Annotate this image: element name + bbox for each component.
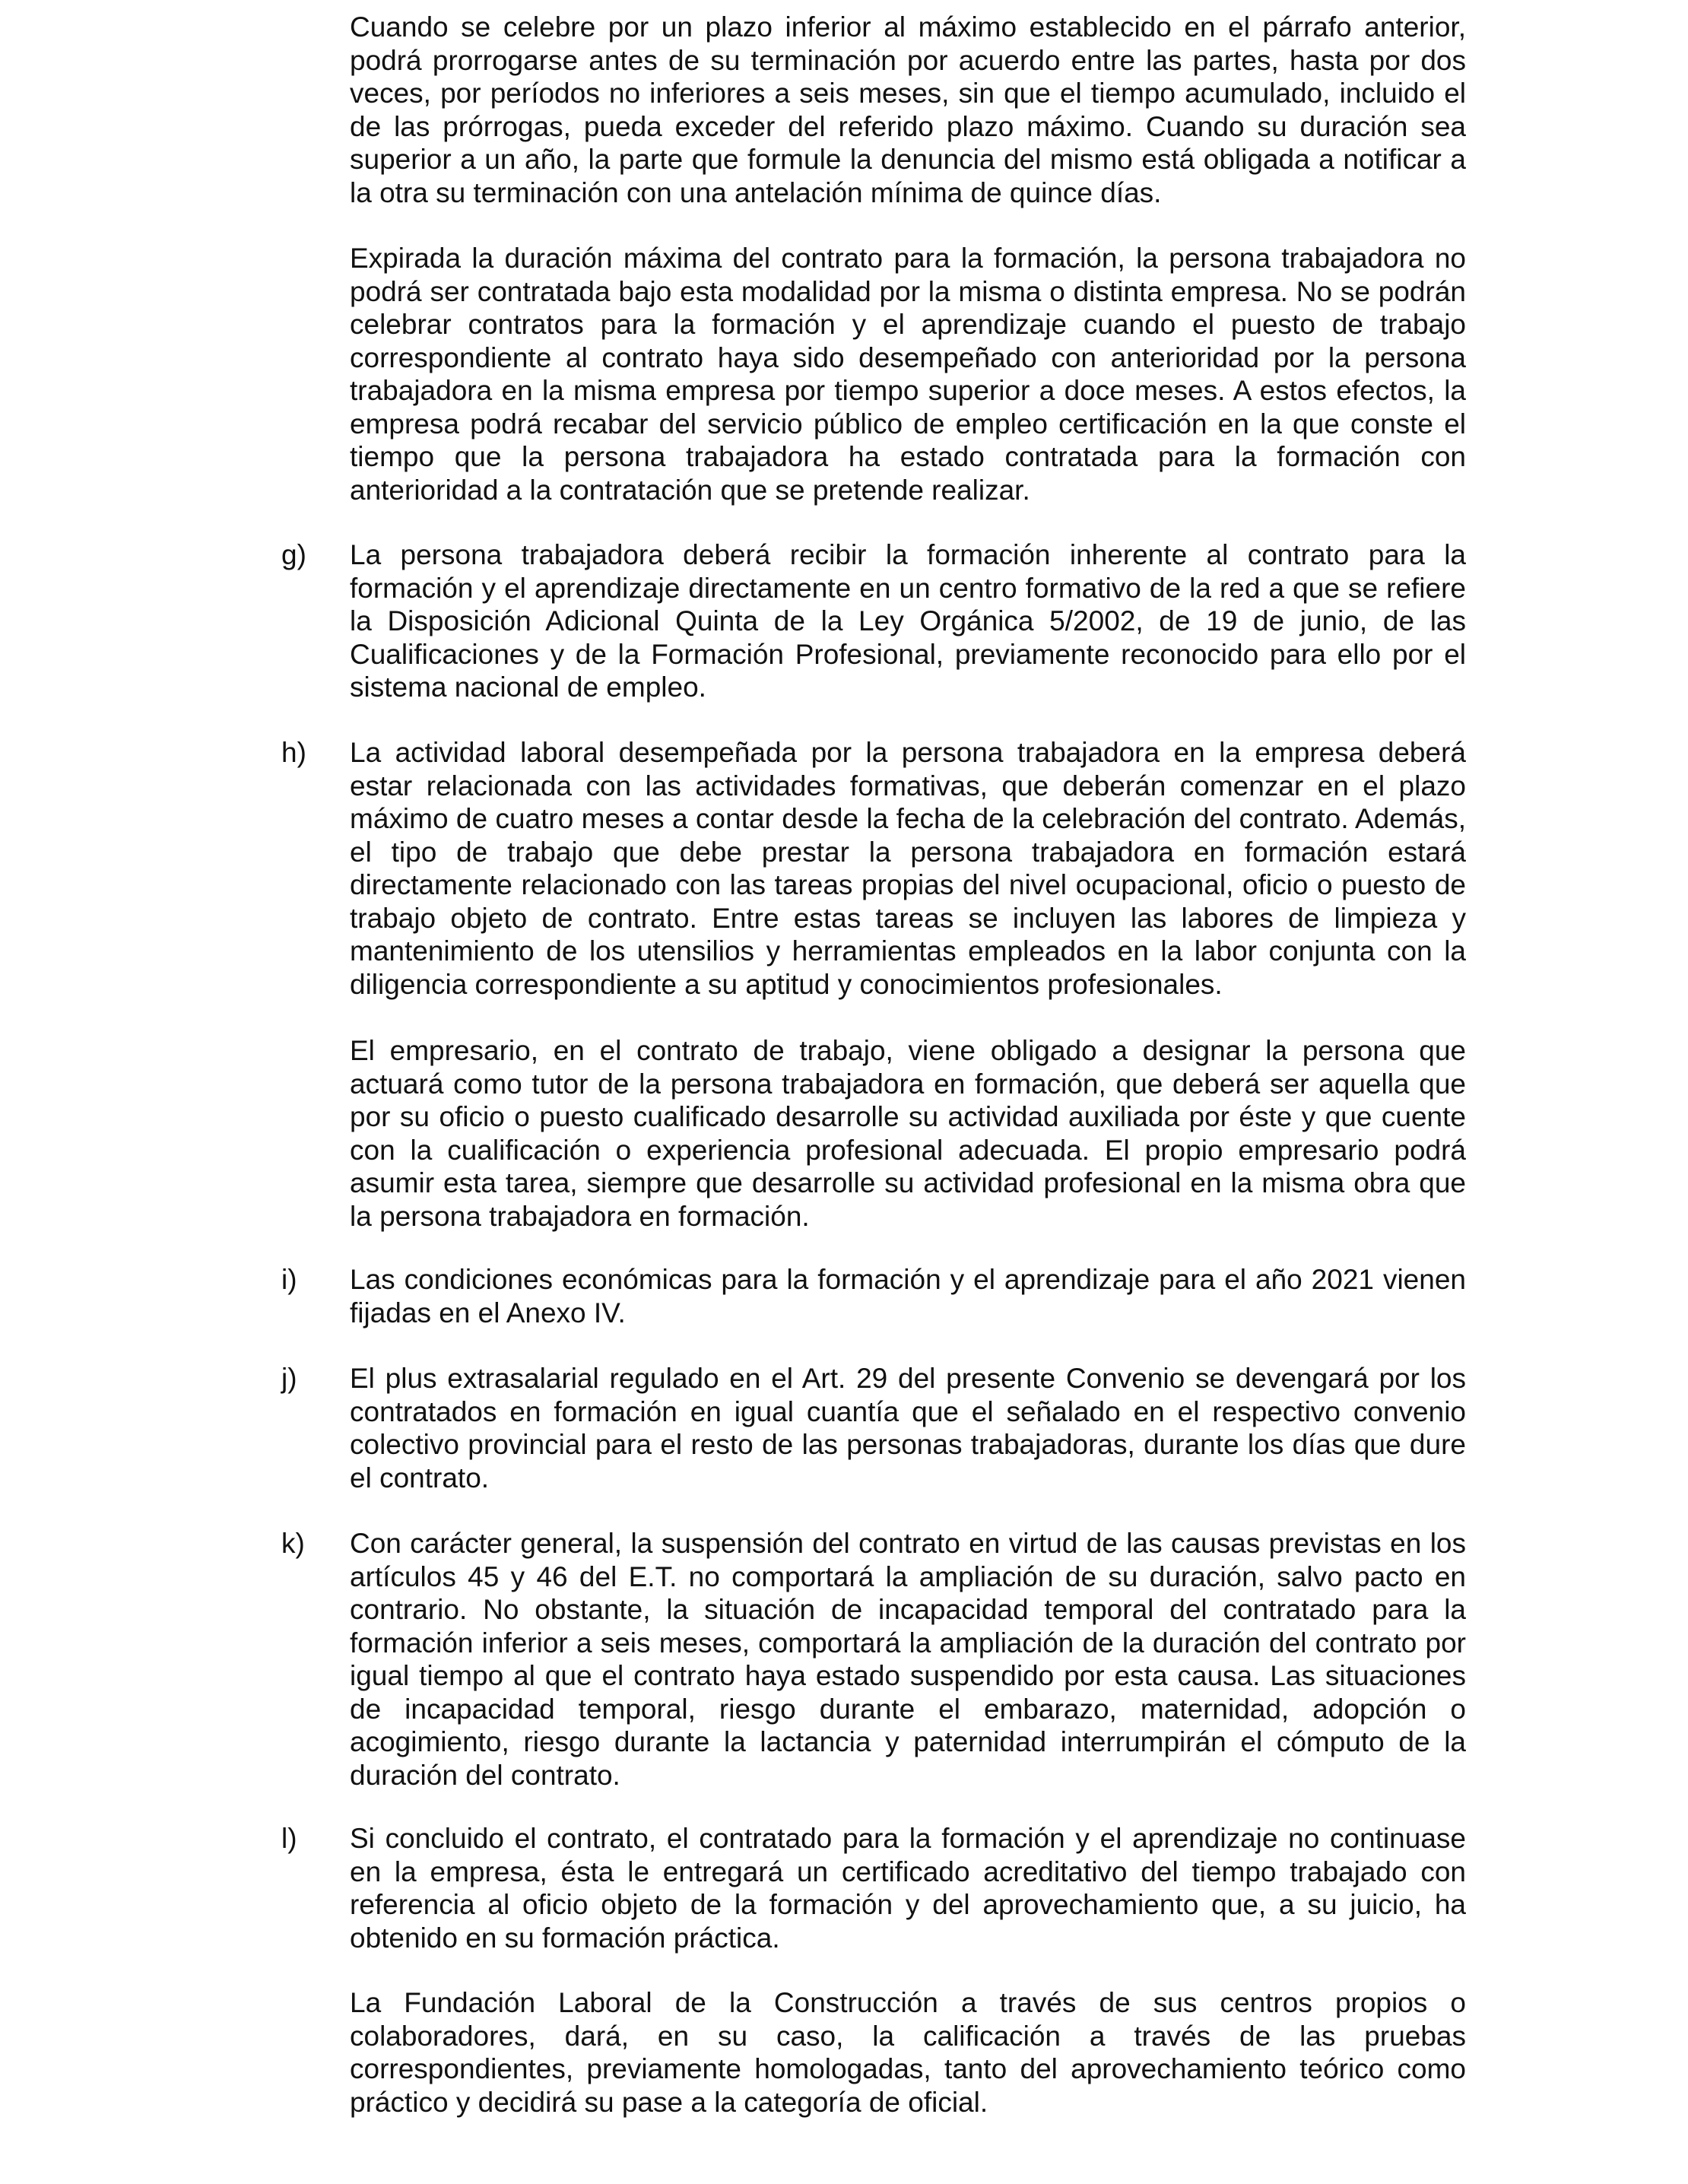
paragraph-expirada-duracion: Expirada la duración máxima del contrato para la formación, la persona trabajadora no podrá ser contratada bajo esta modalidad por la misma o distinta empresa. No se podrán celebrar contratos para la formación y el aprendizaje cuando el puesto de trabajo correspondiente al contrato haya sido desempeñado con anterioridad por la persona trabajadora en la misma empresa por tiempo superior a doce meses. A estos efectos, la empresa podrá recabar del servicio público de empleo certificación en la que conste el tiempo que la persona trabajadora ha estado contratada para la formación con anterioridad a la contratación que se pretende realizar. [350,243,1466,506]
item-marker-l: l) [281,1823,297,1854]
paragraph-item-i: Las condiciones económicas para la formación y el aprendizaje para el año 2021 vienen fijadas en el Anexo IV. [350,1264,1466,1328]
paragraph-item-k: Con carácter general, la suspensión del contrato en virtud de las causas previstas en los artículos 45 y 46 del E.T. no comportará la ampliación de su duración, salvo pacto en contrario. No obstante, la situación de incapacidad temporal del contratado para la formación inferior a seis meses, comportará la ampliación de la duración del contrato por igual tiempo al que el contrato haya estado suspendido por esta causa. Las situaciones de incapacidad temporal, riesgo durante el embarazo, maternidad, adopción o acogimiento, riesgo durante la lactancia y paternidad interrumpirán el cómputo de la duración del contrato. [350,1528,1466,1791]
paragraph-fundacion-laboral: La Fundación Laboral de la Construcción a través de sus centros propios o colaboradores, dará, en su caso, la calificación a través de las pruebas correspondientes, previamente homologadas, tanto del aprovechamiento teórico como práctico y decidirá su pase a la categoría de oficial. [350,1987,1466,2118]
paragraph-plazo-prorroga: Cuando se celebre por un plazo inferior al máximo establecido en el párrafo anterior, podrá prorrogarse antes de su terminación por acuerdo entre las partes, hasta por dos veces, por períodos no inferiores a seis meses, sin que el tiempo acumulado, incluido el de las prórrogas, pueda exceder del referido plazo máximo. Cuando su duración sea superior a un año, la parte que formule la denuncia del mismo está obligada a notificar a la otra su terminación con una antelación mínima de quince días. [350,11,1466,208]
paragraph-item-h: La actividad laboral desempeñada por la persona trabajadora en la empresa deberá estar relacionada con las actividades formativas, que deberán comenzar en el plazo máximo de cuatro meses a contar desde la fecha de la celebración del contrato. Además, el tipo de trabajo que debe prestar la persona trabajadora en formación estará directamente relacionado con las tareas propias del nivel ocupacional, oficio o puesto de trabajo objeto de contrato. Entre estas tareas se incluyen las labores de limpieza y mantenimiento de los utensilios y herramientas empleados en la labor conjunta con la diligencia correspondiente a su aptitud y conocimientos profesionales. [350,737,1466,1000]
item-marker-k: k) [281,1528,305,1559]
item-marker-g: g) [281,539,306,570]
item-marker-i: i) [281,1264,297,1295]
paragraph-tutor: El empresario, en el contrato de trabajo, viene obligado a designar la persona que actuará como tutor de la persona trabajadora en formación, que deberá ser aquella que por su oficio o puesto cualificado desarrolle su actividad auxiliada por éste y que cuente con la cualificación o experiencia profesional adecuada. El propio empresario podrá asumir esta tarea, siempre que desarrolle su actividad profesional en la misma obra que la persona trabajadora en formación. [350,1035,1466,1232]
paragraph-item-g: La persona trabajadora deberá recibir la formación inherente al contrato para la formación y el aprendizaje directamente en un centro formativo de la red a que se refiere la Disposición Adicional Quinta de la Ley Orgánica 5/2002, de 19 de junio, de las Cualificaciones y de la Formación Profesional, previamente reconocido para ello por el sistema nacional de empleo. [350,539,1466,703]
paragraph-item-j: El plus extrasalarial regulado en el Art. 29 del presente Convenio se devengará por los contratados en formación en igual cuantía que el señalado en el respectivo convenio colectivo provincial para el resto de las personas trabajadoras, durante los días que dure el contrato. [350,1363,1466,1494]
item-marker-j: j) [281,1363,297,1394]
paragraph-item-l: Si concluido el contrato, el contratado para la formación y el aprendizaje no continuase en la empresa, ésta le entregará un certificado acreditativo del tiempo trabajado con referencia al oficio objeto de la formación y del aprovechamiento que, a su juicio, ha obtenido en su formación práctica. [350,1823,1466,1954]
item-marker-h: h) [281,737,306,768]
